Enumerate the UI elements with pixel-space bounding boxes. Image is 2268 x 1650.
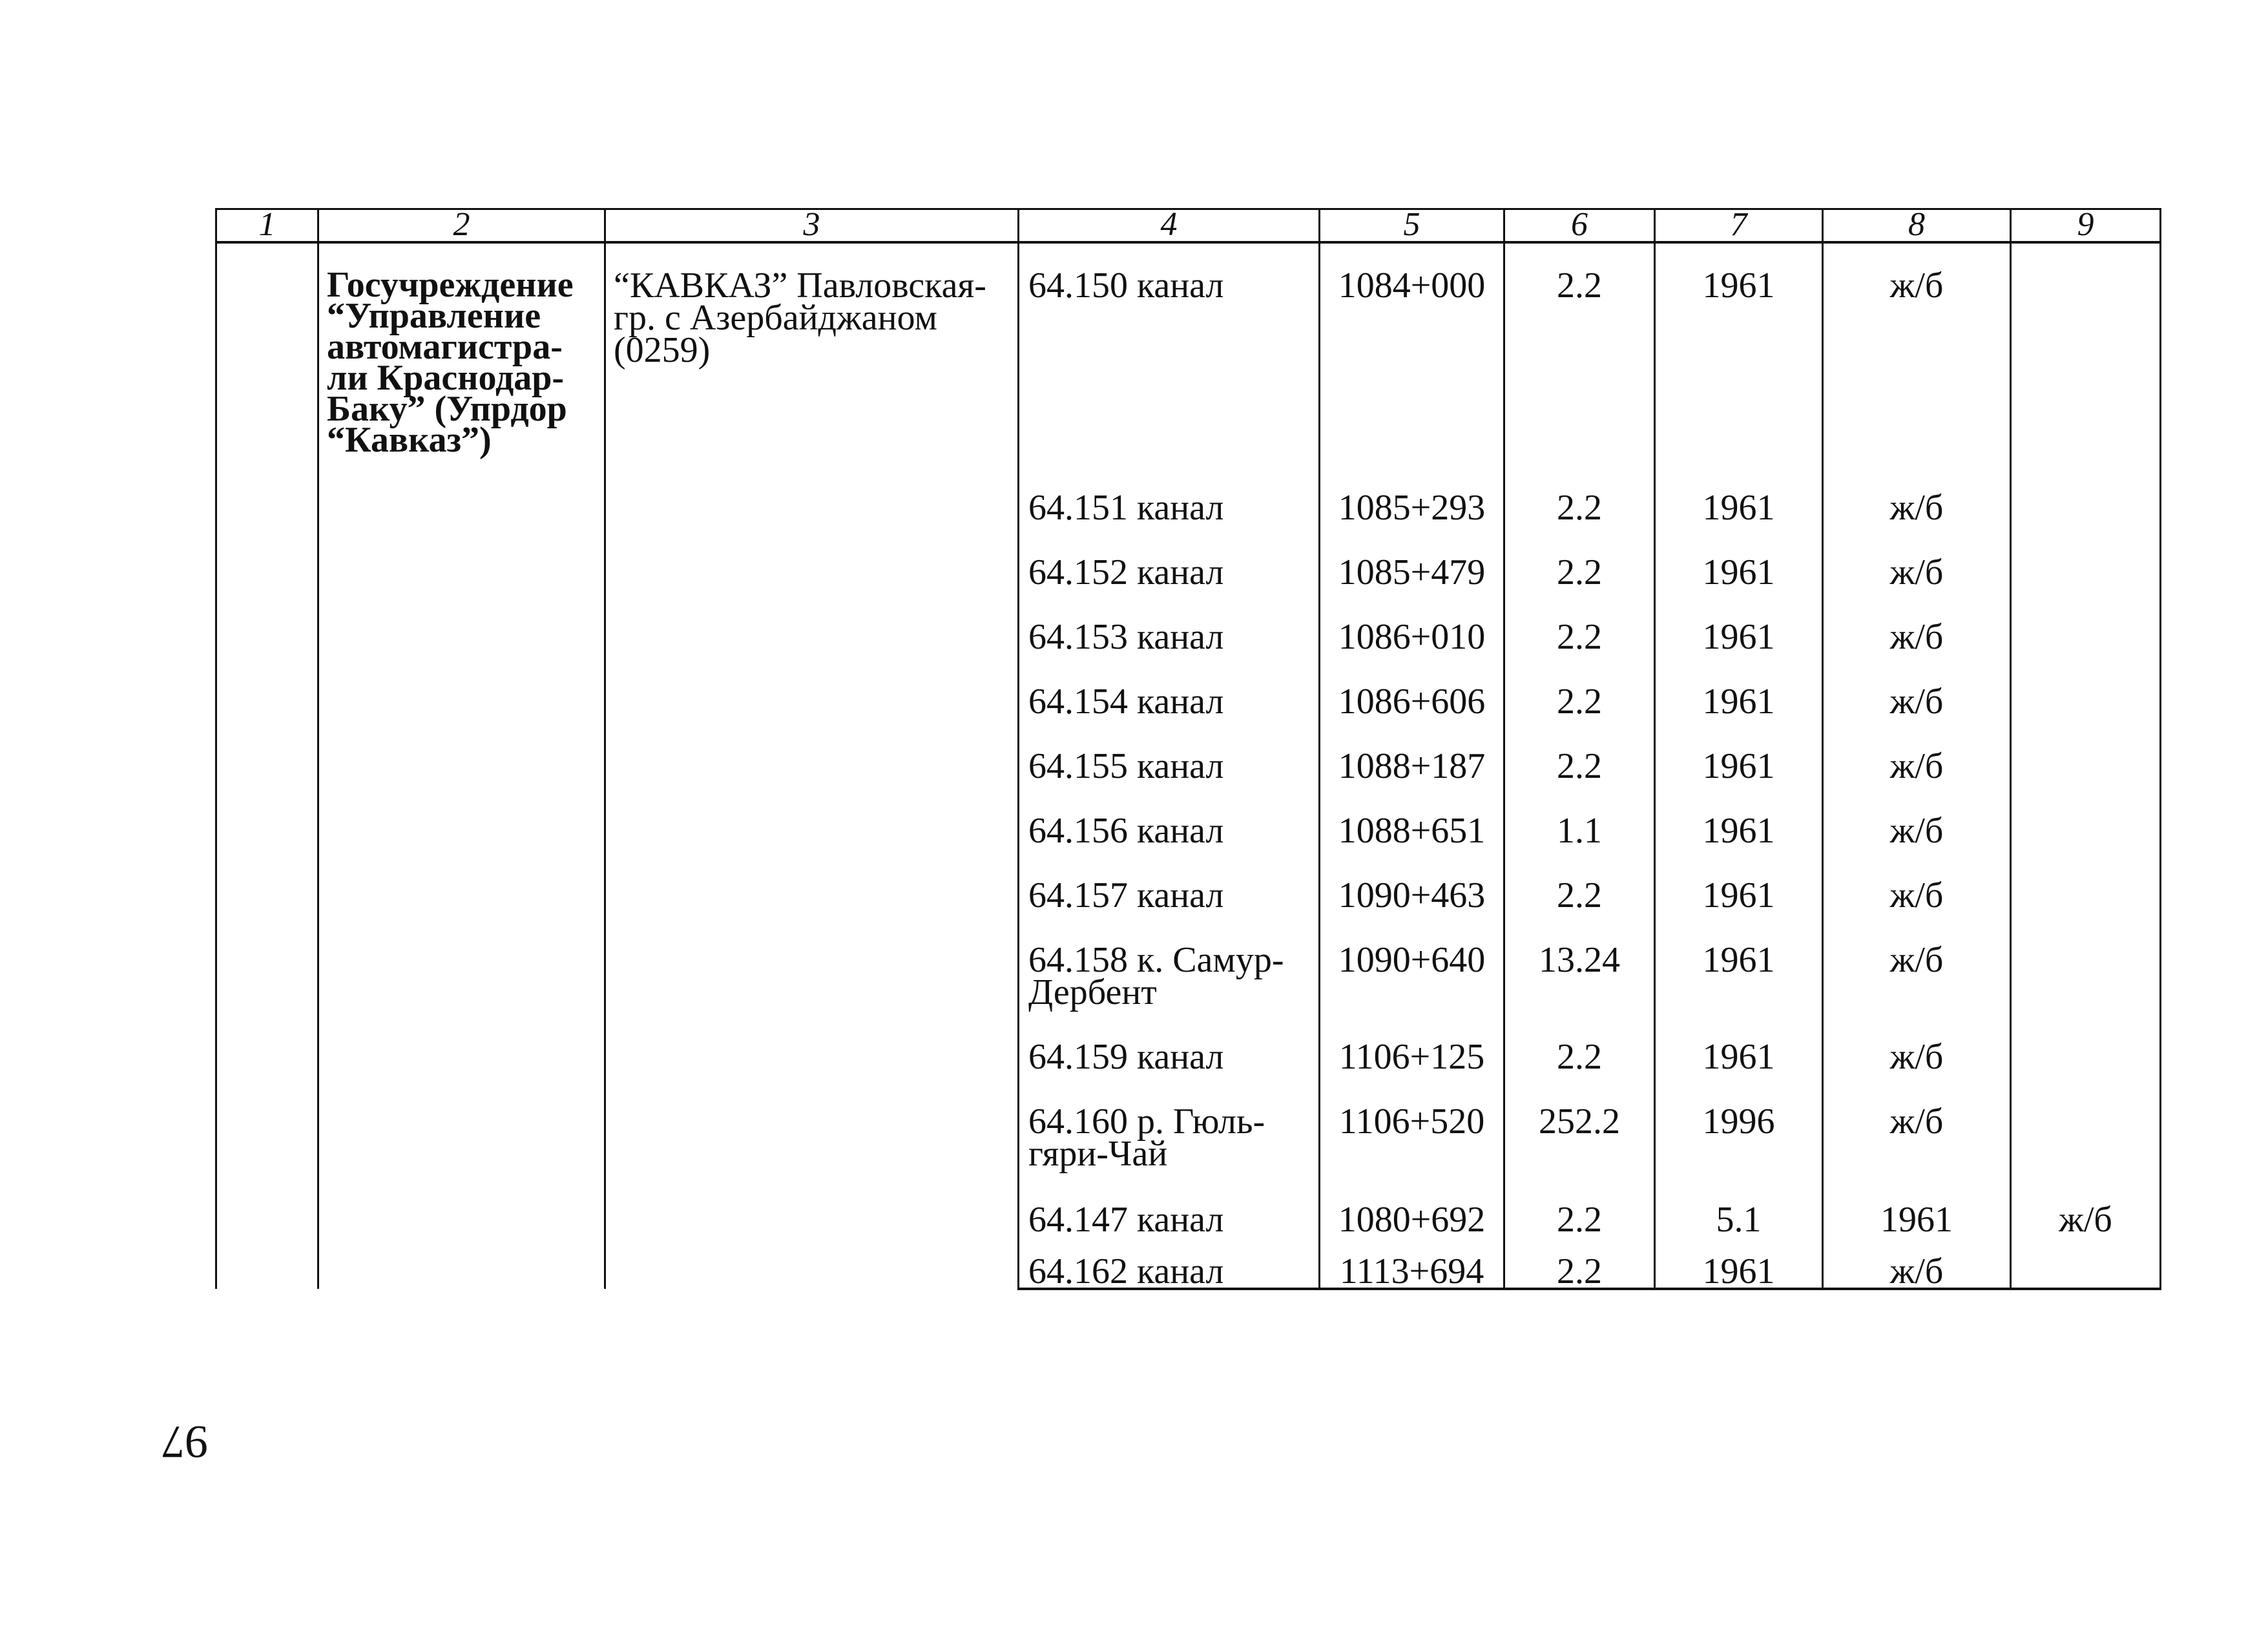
structure-name: 64.155 канал (1019, 727, 1320, 791)
km-value: 1090+640 (1320, 921, 1504, 1018)
structure-name: 64.152 канал (1019, 533, 1320, 598)
length-value: 1.1 (1504, 791, 1655, 856)
km-value: 1090+463 (1320, 856, 1504, 921)
structure-name: 64.150 канал (1019, 242, 1320, 468)
col9-empty (2011, 598, 2161, 662)
header-row (216, 209, 2161, 243)
year-value: 1996 (1655, 1082, 1823, 1180)
material-value: ж/б (1823, 662, 2011, 727)
year-value: 1961 (1655, 1245, 1823, 1289)
table-row (216, 242, 2161, 468)
km-value: 1113+694 (1320, 1245, 1504, 1289)
structure-name: 64.157 канал (1019, 856, 1320, 921)
structure-name: 64.153 канал (1019, 598, 1320, 662)
col9-value: ж/б (2011, 1180, 2161, 1245)
col8-value: 1961 (1823, 1180, 2011, 1245)
length-value: 2.2 (1504, 533, 1655, 598)
material-value: ж/б (1823, 1018, 2011, 1082)
col1-cell (216, 242, 318, 1289)
km-value: 1080+692 (1320, 1180, 1504, 1245)
length-value: 2.2 (1504, 1018, 1655, 1082)
col-number-4: 4 (1019, 209, 1320, 243)
structure-name: 64.156 канал (1019, 791, 1320, 856)
km-value: 1084+000 (1320, 242, 1504, 468)
length-value: 2.2 (1504, 856, 1655, 921)
year-value: 1961 (1655, 921, 1823, 1018)
material-value: ж/б (1823, 856, 2011, 921)
structure-name: 64.154 канал (1019, 662, 1320, 727)
year-value: 1961 (1655, 242, 1823, 468)
km-value: 1085+479 (1320, 533, 1504, 598)
col-number-1: 1 (216, 209, 318, 243)
km-value: 1106+520 (1320, 1082, 1504, 1180)
col9-empty (2011, 242, 2161, 468)
col6-value: 2.2 (1504, 1180, 1655, 1245)
col-number-2: 2 (318, 209, 605, 243)
organization-text: Госучреждение “Управление автомагистра-ли Краснодар-Баку” (Упрдор “Кавказ”) (327, 265, 574, 460)
organization-cell (318, 242, 605, 1289)
length-value: 2.2 (1504, 598, 1655, 662)
year-value: 1961 (1655, 533, 1823, 598)
year-value: 1961 (1655, 791, 1823, 856)
col-number-7: 7 (1655, 209, 1823, 243)
col9-empty (2011, 1018, 2161, 1082)
year-value: 1961 (1655, 727, 1823, 791)
structure-name: 64.151 канал (1019, 468, 1320, 533)
length-value: 2.2 (1504, 1245, 1655, 1289)
km-value: 1106+125 (1320, 1018, 1504, 1082)
km-value: 1086+606 (1320, 662, 1504, 727)
year-value: 1961 (1655, 662, 1823, 727)
road-cell (605, 242, 1019, 1289)
col-number-8: 8 (1823, 209, 2011, 243)
material-value: ж/б (1823, 791, 2011, 856)
length-value: 2.2 (1504, 662, 1655, 727)
year-value: 1961 (1655, 856, 1823, 921)
year-value: 1961 (1655, 1018, 1823, 1082)
col9-empty (2011, 533, 2161, 598)
col-number-6: 6 (1504, 209, 1655, 243)
km-value: 1088+651 (1320, 791, 1504, 856)
col9-empty (2011, 727, 2161, 791)
material-value: ж/б (1823, 242, 2011, 468)
col9-empty (2011, 1245, 2161, 1289)
material-value: ж/б (1823, 921, 2011, 1018)
page-number: 97 (161, 1416, 208, 1468)
length-value: 252.2 (1504, 1082, 1655, 1180)
material-value: ж/б (1823, 727, 2011, 791)
road-text: “КАВКАЗ” Павловская-гр. с Азербайджаном (0259) (614, 266, 986, 370)
col9-empty (2011, 468, 2161, 533)
material-value: ж/б (1823, 533, 2011, 598)
col7-value: 5.1 (1655, 1180, 1823, 1245)
structure-name: 64.158 к. Самур-Дербент (1019, 921, 1320, 1018)
material-value: ж/б (1823, 1245, 2011, 1289)
km-value: 1088+187 (1320, 727, 1504, 791)
data-table (215, 208, 2161, 1290)
col9-empty (2011, 662, 2161, 727)
year-value: 1961 (1655, 468, 1823, 533)
year-value: 1961 (1655, 598, 1823, 662)
col-number-3: 3 (605, 209, 1019, 243)
structure-name: 64.159 канал (1019, 1018, 1320, 1082)
length-value: 2.2 (1504, 468, 1655, 533)
length-value: 2.2 (1504, 727, 1655, 791)
km-value: 1086+010 (1320, 598, 1504, 662)
col9-empty (2011, 856, 2161, 921)
material-value: ж/б (1823, 1082, 2011, 1180)
col9-empty (2011, 1082, 2161, 1180)
length-value: 13.24 (1504, 921, 1655, 1018)
length-value: 2.2 (1504, 242, 1655, 468)
structure-name: 64.147 канал (1019, 1180, 1320, 1245)
material-value: ж/б (1823, 468, 2011, 533)
col9-empty (2011, 921, 2161, 1018)
col-number-9: 9 (2011, 209, 2161, 243)
col9-empty (2011, 791, 2161, 856)
material-value: ж/б (1823, 598, 2011, 662)
structure-name: 64.160 р. Гюль-гяри-Чай (1019, 1082, 1320, 1180)
col-number-5: 5 (1320, 209, 1504, 243)
structure-name: 64.162 канал (1019, 1245, 1320, 1289)
km-value: 1085+293 (1320, 468, 1504, 533)
